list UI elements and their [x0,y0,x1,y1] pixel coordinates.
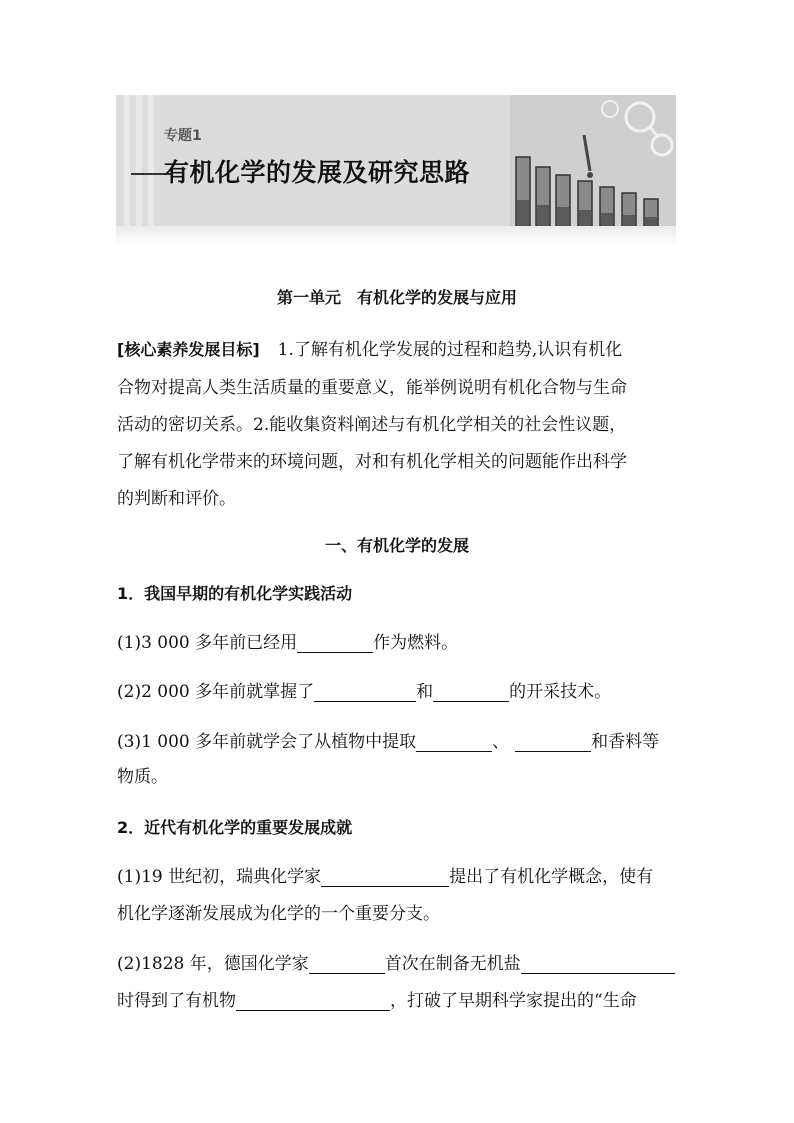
question-5-cont [117,991,637,1011]
question-1 [117,633,458,653]
q1-text-b: 作为燃料。 [373,633,459,653]
banner-shadow [116,226,676,246]
q3-text-b: 、 [492,732,510,752]
q3-text-c: 和香料等 [591,732,660,752]
test-tubes-image [510,95,676,226]
goals-line-4: 了解有机化学带来的环境问题，对和有机化学相关的问题能作出科学 [117,452,627,472]
subsection-1-title: 1．我国早期的有机化学实践活动 [117,584,353,603]
q5-text-a: (2)1828 年，德国化学家 [117,954,309,974]
question-3-cont: 物质。 [117,767,168,787]
q1-text-a: (1)3 000 多年前已经用 [117,633,298,653]
q4-text-b: 提出了有机化学概念，使有 [449,867,654,887]
answer-blank[interactable] [309,955,385,974]
q3-text-a: (3)1 000 多年前就学会了从植物中提取 [117,732,417,752]
question-5 [117,954,675,974]
goals-line-2: 合物对提高人类生活质量的重要意义，能举例说明有机化合物与生命 [117,378,627,398]
banner-stripes [116,95,156,226]
answer-blank[interactable] [416,733,492,752]
goals-text-1: 1.了解有机化学发展的过程和趋势,认识有机化 [277,340,623,360]
question-4 [117,867,653,887]
q2-text-b: 和 [416,682,434,702]
banner-title: 有机化学的发展及研究思路 [164,158,471,187]
answer-blank[interactable] [297,634,373,653]
answer-blank[interactable] [321,868,449,887]
q4-text-a: (1)19 世纪初，瑞典化学家 [117,867,322,887]
q5-text-c: 时得到了有机物 [117,991,236,1011]
q2-text-a: (2)2 000 多年前就掌握了 [117,682,315,702]
q5-text-b: 首次在制备无机盐 [384,954,521,974]
goals-line-3: 活动的密切关系。2.能收集资料阐述与有机化学相关的社会性议题， [117,415,627,435]
goals-line-5: 的判断和评价。 [117,489,236,509]
q2-text-c: 的开采技术。 [509,682,612,702]
banner-subtitle: 专题1 [164,128,202,144]
answer-blank[interactable] [433,683,509,702]
section-title: 一、有机化学的发展 [324,536,469,555]
goals-label: [核心素养发展目标] [117,340,260,359]
answer-blank[interactable] [236,992,390,1011]
question-3 [117,732,659,752]
answer-blank[interactable] [515,733,591,752]
question-4-cont: 机化学逐渐发展成为化学的一个重要分支。 [117,904,440,924]
q5-text-d: ，打破了早期科学家提出的“生命 [390,991,637,1011]
goals-line-1 [117,340,622,360]
unit-title: 第一单元 有机化学的发展与应用 [276,288,517,307]
subsection-2-title: 2．近代有机化学的重要发展成就 [117,818,353,837]
chapter-banner [116,95,676,226]
answer-blank[interactable] [521,955,675,974]
question-2 [117,682,611,702]
answer-blank[interactable] [314,683,416,702]
